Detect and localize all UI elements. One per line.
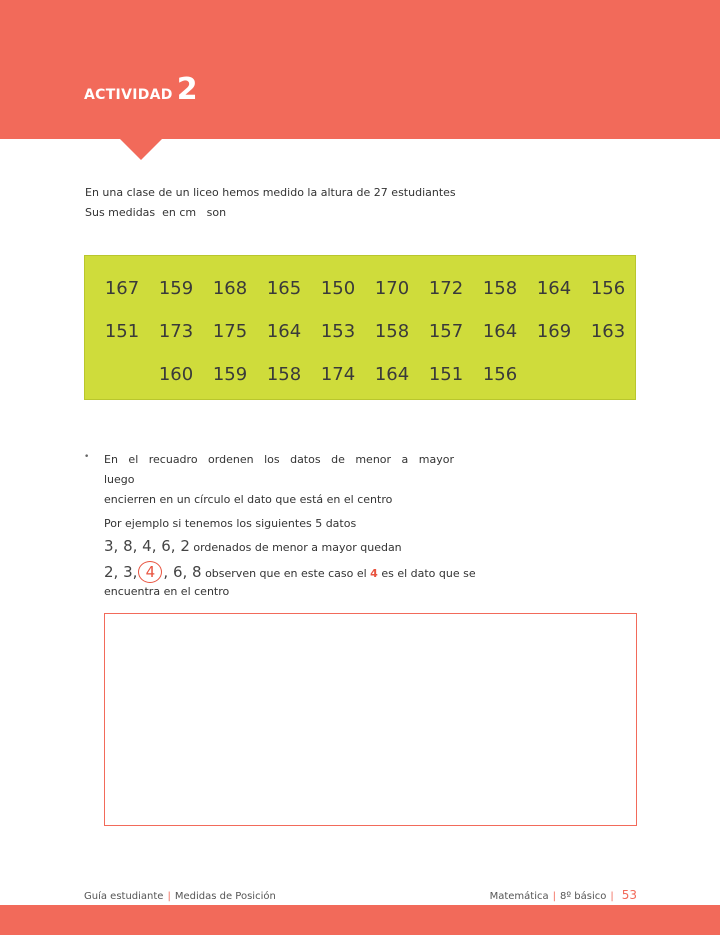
instructions-line-1: En el recuadro ordenen los datos de menor a mayor luego [104,453,454,486]
page-number: 53 [621,888,637,902]
height-value: 164 [374,364,410,385]
instructions [104,450,454,510]
example-unsorted-values: 3, 8, 4, 6, 2 [104,537,190,555]
height-value: 158 [266,364,302,385]
example-sorted-prefix: 2, 3, [104,563,138,581]
height-value: 164 [536,278,572,299]
height-value: 150 [320,278,356,299]
height-value: 158 [374,321,410,342]
example-sorted-suffix: , 6, 8 [163,563,202,581]
height-value: 151 [104,321,140,342]
example-circled-median: 4 [138,561,162,583]
height-value: 163 [590,321,626,342]
footer-left [84,891,276,902]
heights-data-box [84,255,636,400]
intro-line-2: Sus medidas en cm son [85,206,227,219]
footer-grade: 8º básico [560,891,607,902]
height-value: 168 [212,278,248,299]
height-value: 173 [158,321,194,342]
example-sorted-line [104,561,476,583]
height-value: 151 [428,364,464,385]
footer-topic: Medidas de Posición [174,891,276,902]
example-highlight-value: 4 [370,567,378,580]
height-value: 175 [212,321,248,342]
height-value: 159 [212,364,248,385]
example-last-line: encuentra en el centro [104,585,230,598]
instructions-line-2: encierren en un círculo el dato que está en el centro [104,493,393,506]
height-value: 153 [320,321,356,342]
footer-guide: Guía estudiante [84,891,164,902]
footer-separator: | [167,891,171,902]
intro-text [85,183,456,223]
answer-box[interactable] [104,613,637,826]
footer-separator: | [610,891,614,902]
height-value: 172 [428,278,464,299]
height-value: 156 [590,278,626,299]
height-value: 167 [104,278,140,299]
height-value: 164 [266,321,302,342]
height-value: 164 [482,321,518,342]
heights-grid [85,256,637,401]
activity-title [84,72,198,107]
header-notch [119,138,163,160]
example-intro: Por ejemplo si tenemos los siguientes 5 datos [104,517,357,530]
height-value: 165 [266,278,302,299]
height-value: 157 [428,321,464,342]
example-observation: observen que en este caso el [205,567,367,580]
activity-number: 2 [176,72,198,107]
height-value: 174 [320,364,356,385]
footer-subject: Matemática [489,891,549,902]
activity-word: ACTIVIDAD [84,87,173,103]
height-value: 160 [158,364,194,385]
header-band [0,0,720,139]
bullet-icon: • [84,452,90,462]
example-unsorted-line [104,537,402,555]
intro-line-1: En una clase de un liceo hemos medido la altura de 27 estudiantes [85,186,456,199]
height-value: 169 [536,321,572,342]
footer-band [0,905,720,935]
example-observation-end: es el dato que se [381,567,476,580]
height-value: 159 [158,278,194,299]
height-value: 158 [482,278,518,299]
height-value: 156 [482,364,518,385]
footer-right [490,888,637,902]
footer-separator: | [552,891,556,902]
example-unsorted-suffix: ordenados de menor a mayor quedan [193,541,402,554]
height-value: 170 [374,278,410,299]
